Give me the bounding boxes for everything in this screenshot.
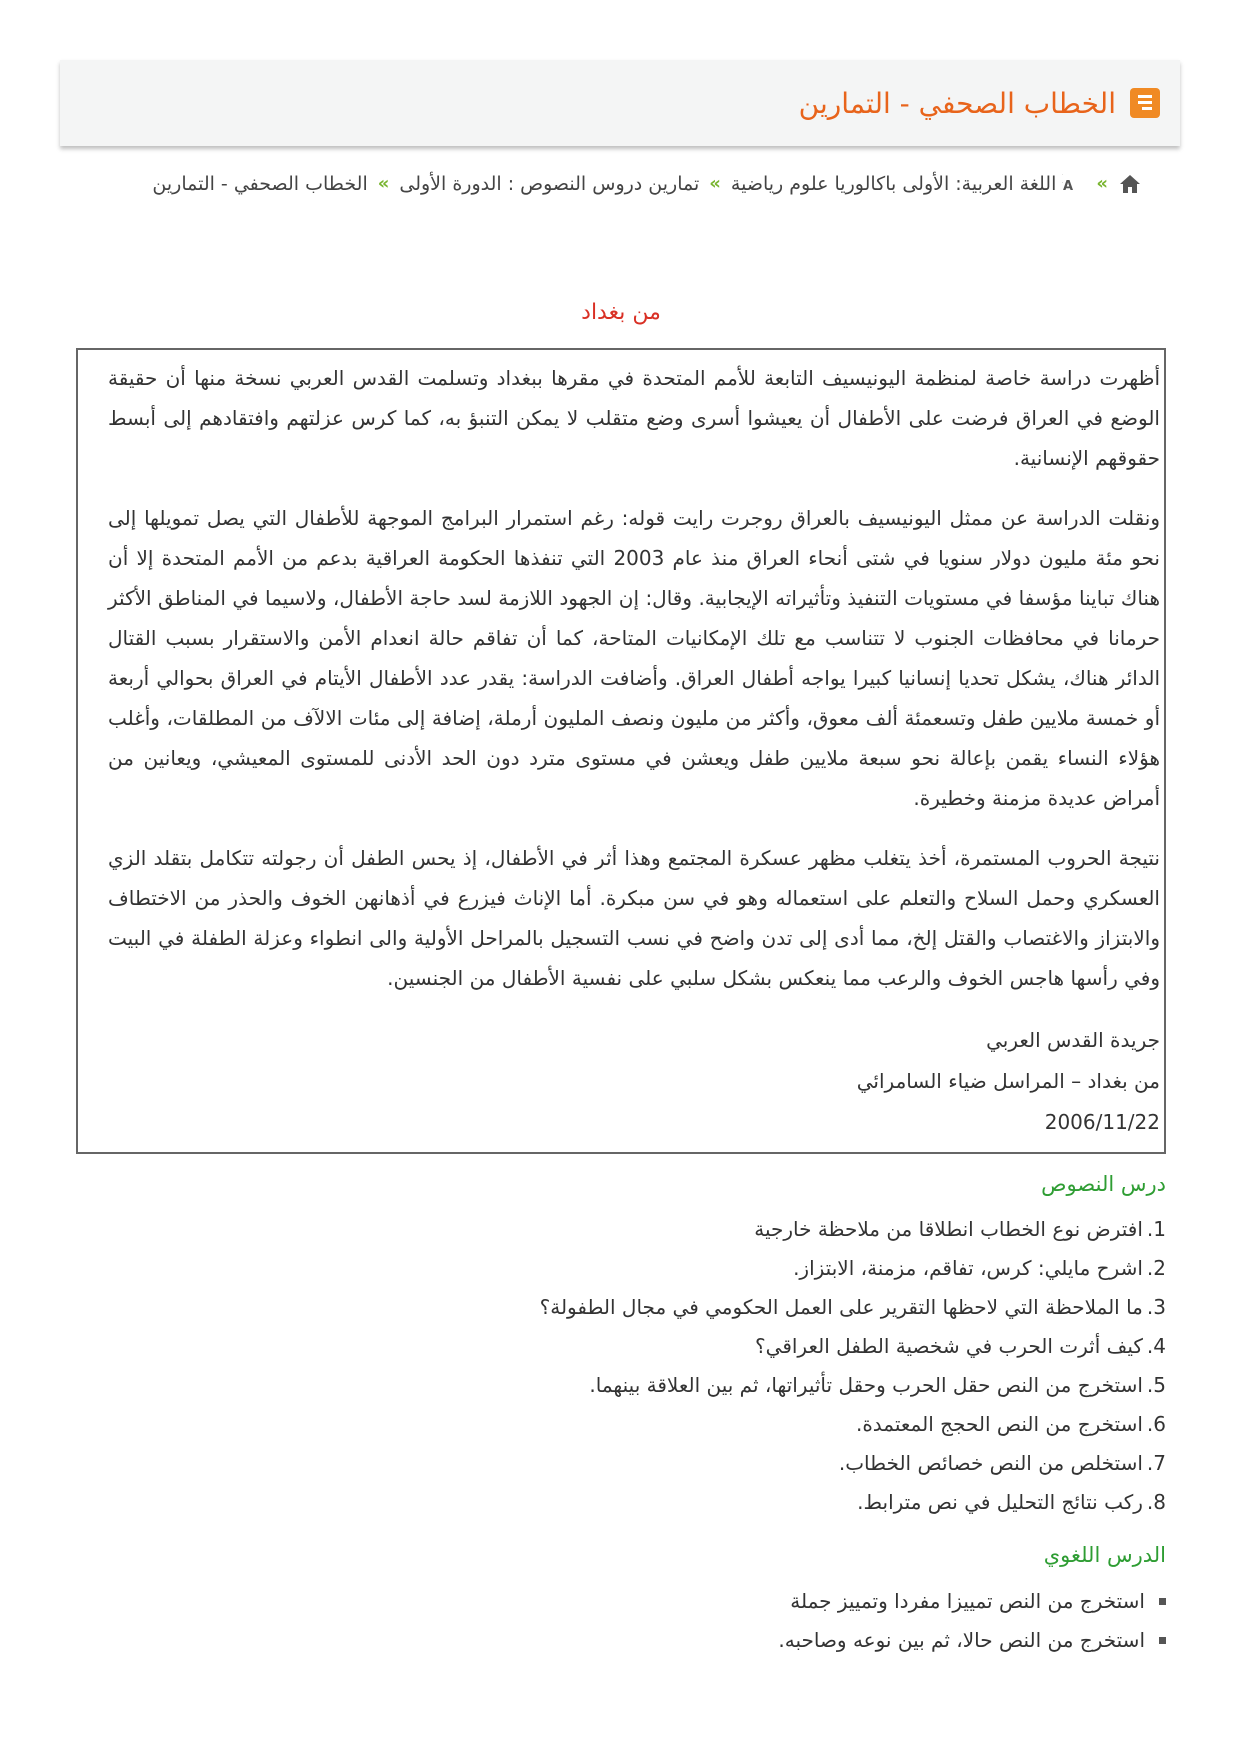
- breadcrumb-separator: »: [377, 173, 390, 194]
- page-header: [60, 60, 1180, 146]
- breadcrumb-item-exercises[interactable]: تمارين دروس النصوص : الدورة الأولى: [399, 172, 700, 195]
- document-icon: [1130, 88, 1160, 118]
- question-item: 1.افترض نوع الخطاب انطلاقا من ملاحظة خارجية: [754, 1217, 1166, 1241]
- article-correspondent: من بغداد – المراسل ضياء السامرائي: [856, 1069, 1160, 1093]
- question-item: 7.استخلص من النص خصائص الخطاب.: [838, 1451, 1166, 1475]
- page-title: الخطاب الصحفي - التمارين: [798, 86, 1116, 120]
- language-lesson-items: [778, 1582, 1166, 1660]
- article-paragraph: أظهرت دراسة خاصة لمنظمة اليونيسيف التابعة للأمم المتحدة في مقرها ببغداد وتسلمت القدس العربي نسخة منها أن حقيقة الوضع في العراق فرضت على الأطفال أن يعيشوا أسرى وضع متقلب لا يمكن التنبؤ به، كما كرس عزلتهم وافتقادهم إلى أبسط حقوقهم الإنسانية.: [108, 366, 1160, 470]
- bullet-icon: [1159, 1598, 1166, 1605]
- translate-icon: [1062, 170, 1086, 197]
- question-item: 8.ركب نتائج التحليل في نص مترابط.: [857, 1490, 1166, 1514]
- breadcrumb: [152, 170, 1142, 197]
- question-item: 2.اشرح مايلي: كرس، تفاقم، مزمنة، الابتزاز.: [793, 1256, 1166, 1280]
- article-heading: من بغداد: [581, 300, 661, 325]
- article-box: [76, 348, 1166, 1154]
- question-item: 6.استخرج من النص الحجج المعتمدة.: [855, 1412, 1166, 1436]
- question-item: 3.ما الملاحظة التي لاحظها التقرير على العمل الحكومي في مجال الطفولة؟: [539, 1295, 1166, 1319]
- breadcrumb-item-current: الخطاب الصحفي - التمارين: [152, 172, 368, 195]
- article-source: جريدة القدس العربي: [986, 1028, 1160, 1052]
- question-item: 5.استخرج من النص حقل الحرب وحقل تأثيراتها، ثم بين العلاقة بينهما.: [589, 1373, 1166, 1397]
- bullet-icon: [1159, 1637, 1166, 1644]
- breadcrumb-separator: »: [1096, 173, 1108, 194]
- question-item: 4.كيف أثرت الحرب في شخصية الطفل العراقي؟: [755, 1334, 1166, 1358]
- text-lesson-questions: [540, 1210, 1166, 1522]
- home-icon[interactable]: [1118, 173, 1142, 195]
- language-lesson-title: الدرس اللغوي: [1043, 1543, 1166, 1567]
- exercise-item: استخرج من النص تمييزا مفردا وتمييز جملة: [778, 1582, 1166, 1621]
- article-paragraph: ونقلت الدراسة عن ممثل اليونيسيف بالعراق روجرت رايت قوله: رغم استمرار البرامج الموجهة للأطفال التي يصل تمويلها إلى نحو مئة مليون دولار سنويا في شتى أنحاء العراق منذ عام 2003 التي تنفذها الحكومة العراقية بدعم من الأمم المتحدة إلا أن هناك تباينا مؤسفا في مستويات التنفيذ وتأثيراته الإيجابية. وقال: إن الجهود اللازمة لسد حاجة الأطفال، ولاسيما في المناطق الأكثر حرمانا في محافظات الجنوب لا تتناسب مع تلك الإمكانيات المتاحة، كما أن تفاقم حالة انعدام الأمن والاستقرار بسبب القتال الدائر هناك، يشكل تحديا إنسانيا كبيرا يواجه أطفال العراق. وأضافت الدراسة: يقدر عدد الأطفال الأيتام في العراق بحوالي أربعة أو خمسة ملايين طفل وتسعمئة ألف معوق، وأكثر من مليون ونصف المليون أرملة، إضافة إلى مئات الالآف من المطلقات، وأغلب هؤلاء النساء يقمن بإعالة نحو سبعة ملايين طفل ويعشن في مستوى مترد دون الحد الأدنى للمستوى المعيشي، ويعانين من أمراض عديدة مزمنة وخطيرة.: [108, 506, 1160, 810]
- article-paragraph: نتيجة الحروب المستمرة، أخذ يتغلب مظهر عسكرة المجتمع وهذا أثر في الأطفال، إذ يحس الطفل أن رجولته تتكامل بتقلد الزي العسكري وحمل السلاح والتعلم على استعماله وهو في سن مبكرة. أما الإناث فيزرع في أذهانهن الخوف والحذر من الاختطاف والابتزاز والاغتصاب والقتل إلخ، مما أدى إلى تدن واضح في نسب التسجيل بالمراحل الأولية والى انطواء وعزلة الطفلة في البيت وفي رأسها هاجس الخوف والرعب مما ينعكس بشكل سلبي على نفسية الأطفال من الجنسين.: [108, 846, 1160, 990]
- article-date: 2006/11/22: [1044, 1110, 1160, 1134]
- svg-text:A: A: [1063, 179, 1074, 192]
- breadcrumb-separator: »: [709, 173, 721, 194]
- article-signature: [108, 1020, 1160, 1143]
- text-lesson-title: درس النصوص: [1041, 1172, 1166, 1196]
- breadcrumb-item-subject[interactable]: اللغة العربية: الأولى باكالوريا علوم رياضية: [730, 172, 1057, 195]
- exercise-item: استخرج من النص حالا، ثم بين نوعه وصاحبه.: [778, 1621, 1166, 1660]
